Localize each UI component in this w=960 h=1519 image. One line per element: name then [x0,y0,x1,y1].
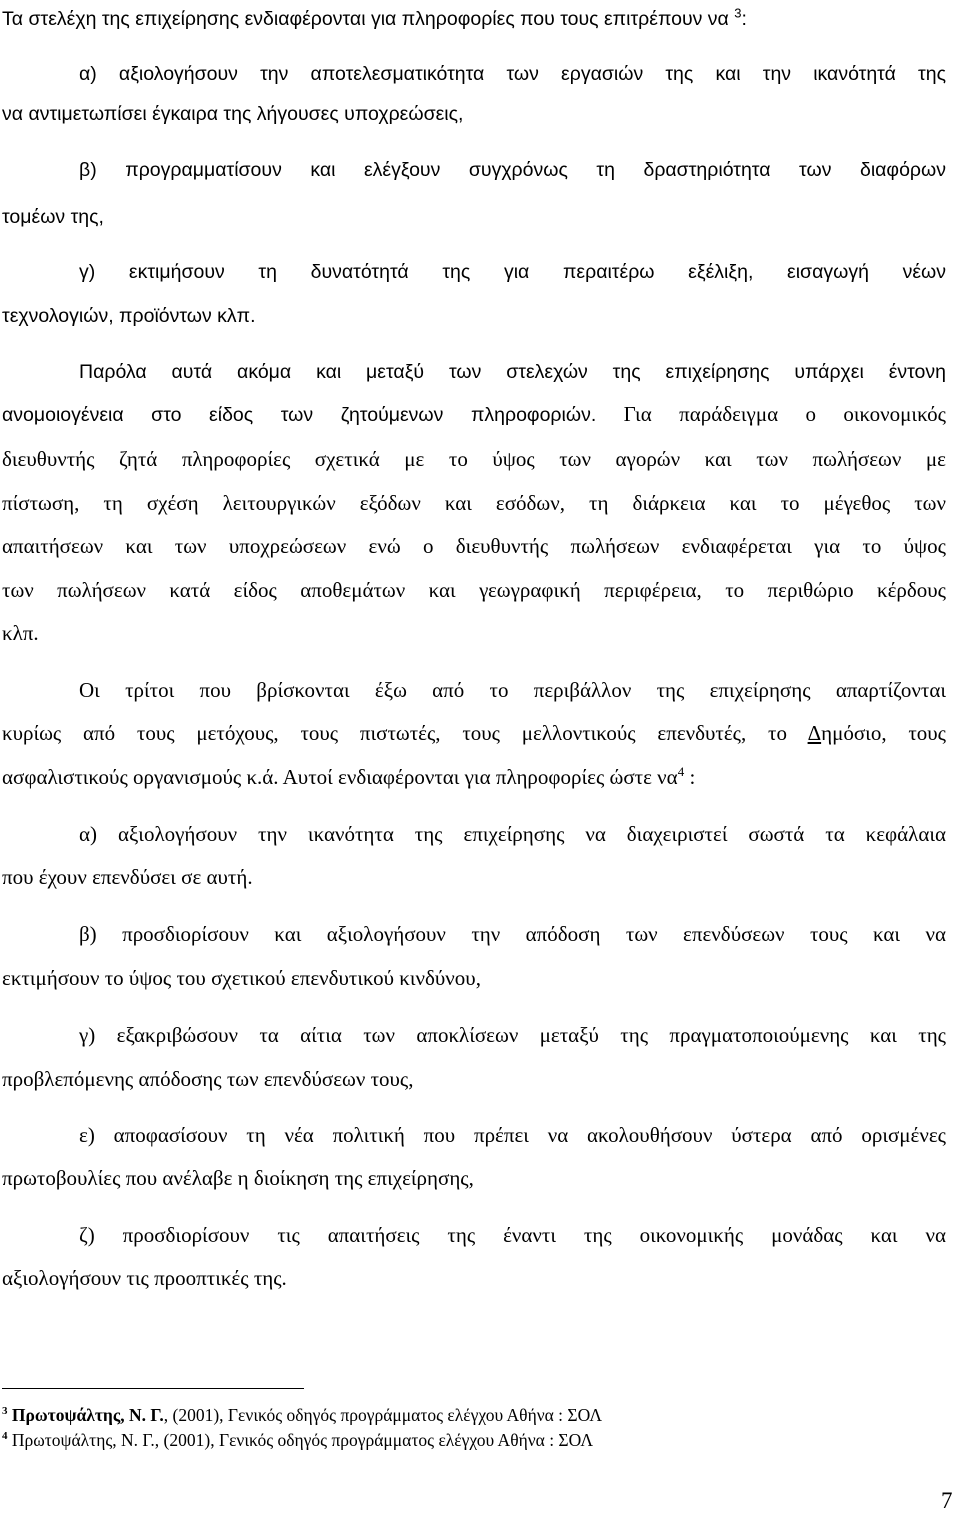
item-c-line-2: τεχνολογιών, προϊόντων κλπ. [2,305,256,327]
list2-item-b-line-2: εκτιμήσουν το ύψος του σχετικού επενδυτικού κινδύνου, [2,966,481,990]
intro-colon: : [741,8,747,30]
footnote-4 [2,1429,593,1451]
footnote-3 [2,1404,602,1426]
footnote-ref-3: 3 [734,5,742,21]
footnote-ref-4: 4 [677,764,685,779]
list2-item-c-line-2: προβλεπόμενης απόδοσης των επενδύσεων τους, [2,1067,414,1091]
list2-item-a-line-2: που έχουν επενδύσει σε αυτή. [2,865,253,889]
list2-item-a-line-1: α) αξιολογήσουν την ικανότητα της επιχείρησης να διαχειριστεί σωστά τα κεφάλαια [79,822,946,846]
paragraph-1-serif-part: Για παράδειγμα ο οικονομικός [623,402,947,426]
footnote-3-number: 3 [2,1405,8,1418]
footnote-4-number: 4 [2,1430,8,1443]
list2-item-z-line-1: ζ) προσδιορίσουν τις απαιτήσεις της έναντι της οικονομικής μονάδας και να [79,1223,946,1247]
list2-item-c-line-1: γ) εξακριβώσουν τα αίτια των αποκλίσεων μεταξύ της πραγματοποιούμενης και της [79,1023,946,1047]
paragraph-1-sans-part: ανομοιογένεια στο είδος των ζητούμενων πληροφοριών. [2,404,597,426]
paragraph-1-line-6: των πωλήσεων κατά είδος αποθεμάτων και γεωγραφική περιφέρεια, το περιθώριο κέρδους [2,578,946,602]
paragraph-1-line-2 [2,400,946,429]
footnote-separator [2,1388,304,1389]
paragraph-1-line-1: Παρόλα αυτά ακόμα και μεταξύ των στελεχών της επιχείρησης υπάρχει έντονη [79,361,946,383]
paragraph-1-line-7: κλπ. [2,621,39,645]
paragraph-2-line-1: Οι τρίτοι που βρίσκονται έξω από το περιβάλλον της επιχείρησης απαρτίζονται [79,678,946,702]
item-a-line-2: να αντιμετωπίσει έγκαιρα της λήγουσες υποχρεώσεις, [2,103,464,125]
item-a-line-1: α) αξιολογήσουν την αποτελεσματικότητα των εργασιών της και την ικανότητά της [79,63,946,85]
paragraph-2-line-3-text: ασφαλιστικούς οργανισμούς κ.ά. Αυτοί ενδιαφέρονται για πληροφορίες ώστε να [2,765,678,789]
paragraph-2-text-end: ημόσιο, τους [821,721,947,745]
paragraph-2-line-3 [2,763,946,791]
page-number: 7 [941,1488,953,1513]
intro-text: Τα στελέχη της επιχείρησης ενδιαφέρονται για πληροφορίες που τους επιτρέπουν να [2,8,729,30]
footnote-4-text: Πρωτοψάλτης, Ν. Γ., (2001), Γενικός οδηγός προγράμματος ελέγχου Αθήνα : ΣΟΛ [7,1430,594,1450]
paragraph-1-line-4: πίστωση, τη σχέση λειτουργικών εξόδων και εσόδων, τη διάρκεια και το μέγεθος των [2,491,946,515]
list2-item-b-line-1: β) προσδιορίσουν και αξιολογήσουν την απόδοση των επενδύσεων τους και να [79,922,946,946]
item-b-line-1: β) προγραμματίσουν και ελέγξουν συγχρόνως τη δραστηριότητα των διαφόρων [79,159,946,181]
list2-item-e-line-1: ε) αποφασίσουν τη νέα πολιτική που πρέπει να ακολουθήσουν ύστερα από ορισμένες [79,1123,946,1147]
intro-line [2,5,946,33]
paragraph-1-line-5: απαιτήσεων και των υποχρεώσεων ενώ ο διευθυντής πωλήσεων ενδιαφέρεται για το ύψος [2,534,946,558]
footnote-3-author: Πρωτοψάλτης, Ν. Γ. [7,1405,164,1425]
item-c-line-1: γ) εκτιμήσουν τη δυνατότητά της για περαιτέρω εξέλιξη, εισαγωγή νέων [79,261,946,283]
list2-item-e-line-2: πρωτοβουλίες που ανέλαβε η διοίκηση της επιχείρησης, [2,1166,474,1190]
item-b-line-2: τομέων της, [2,206,104,228]
paragraph-2-line-2 [2,719,946,747]
paragraph-2-text: κυρίως από τους μετόχους, τους πιστωτές, τους μελλοντικούς επενδυτές, το [2,721,808,745]
footnote-3-text: , (2001), Γενικός οδηγός προγράμματος ελέγχου Αθήνα : ΣΟΛ [163,1405,603,1425]
paragraph-2-colon: : [684,765,696,789]
list2-item-z-line-2: αξιολογήσουν τις προοπτικές της. [2,1266,287,1290]
underlined-letter: Δ [807,721,822,745]
paragraph-1-line-3: διευθυντής ζητά πληροφορίες σχετικά με το ύψος των αγορών και των πωλήσεων με [2,447,946,471]
